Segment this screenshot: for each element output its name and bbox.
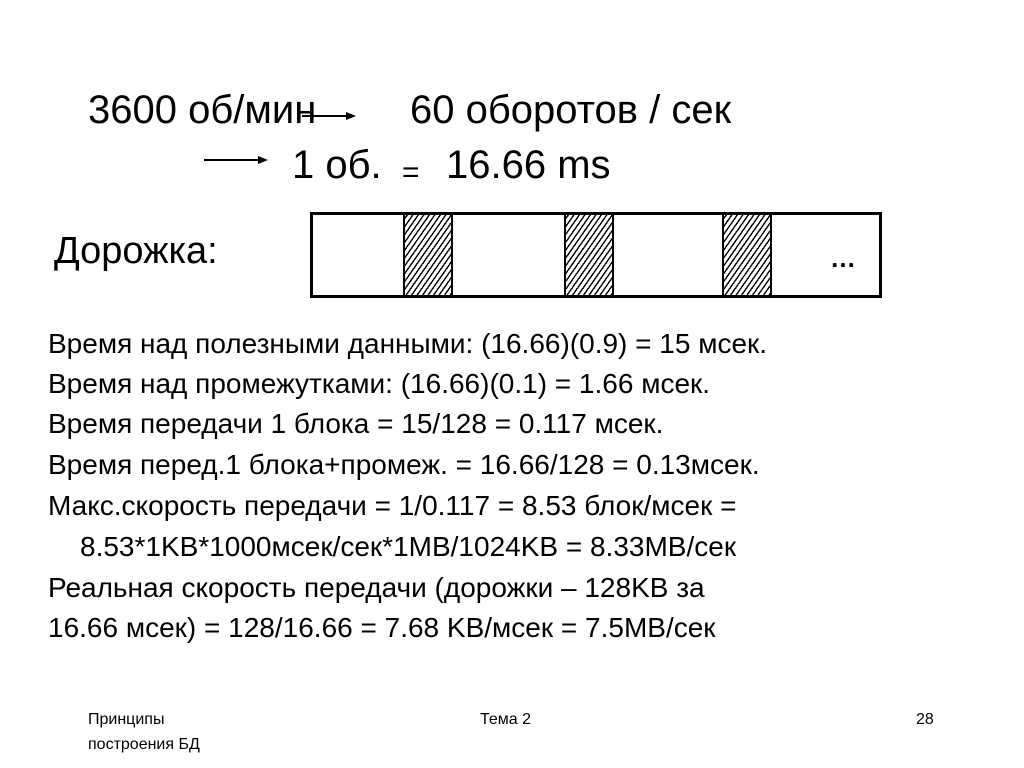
track-diagram [310, 212, 882, 298]
page-number: 28 [916, 711, 934, 728]
right-arrow-icon [202, 152, 272, 168]
rps-text: 60 оборотов / сек [410, 88, 732, 132]
text-line: Реальная скорость передачи (дорожки – 128KB за [48, 572, 705, 603]
rpm-text: 3600 об/мин [88, 88, 317, 132]
text-line: Время над полезными данными: (16.66)(0.9) = 15 мсек. [48, 328, 768, 359]
text-line: 8.53*1KB*1000мсек/сек*1MB/1024KB = 8.33MB/сек [80, 531, 737, 562]
text-line: Время перед.1 блока+промеж. = 16.66/128 = 0.13мсек. [48, 449, 760, 480]
gap-sector [722, 215, 772, 295]
text-line: 16.66 мсек) = 128/16.66 = 7.68 KB/мсек = 7.5MB/сек [48, 612, 716, 643]
text-line: Время над промежутками: (16.66)(0.1) = 1.66 мсек. [48, 368, 711, 399]
text-line: Время передачи 1 блока = 15/128 = 0.117 мсек. [48, 408, 664, 439]
footer-topic: Тема 2 [480, 711, 532, 728]
footer-course-line1: Принципы [88, 711, 165, 728]
gap-sector [403, 215, 453, 295]
right-arrow-icon [300, 108, 360, 124]
one-rev-text: 1 об. [292, 143, 382, 187]
footer-course-title [88, 708, 200, 758]
track-ellipsis: … [830, 243, 857, 273]
equals-sign: = [402, 156, 420, 189]
gap-sector [564, 215, 614, 295]
text-line: Макс.скорость передачи = 1/0.117 = 8.53 блок/мсек = [48, 490, 737, 521]
ms-value-text: 16.66 ms [446, 143, 611, 187]
footer-course-line2: построения БД [88, 735, 200, 753]
track-label: Дорожка: [54, 230, 218, 272]
